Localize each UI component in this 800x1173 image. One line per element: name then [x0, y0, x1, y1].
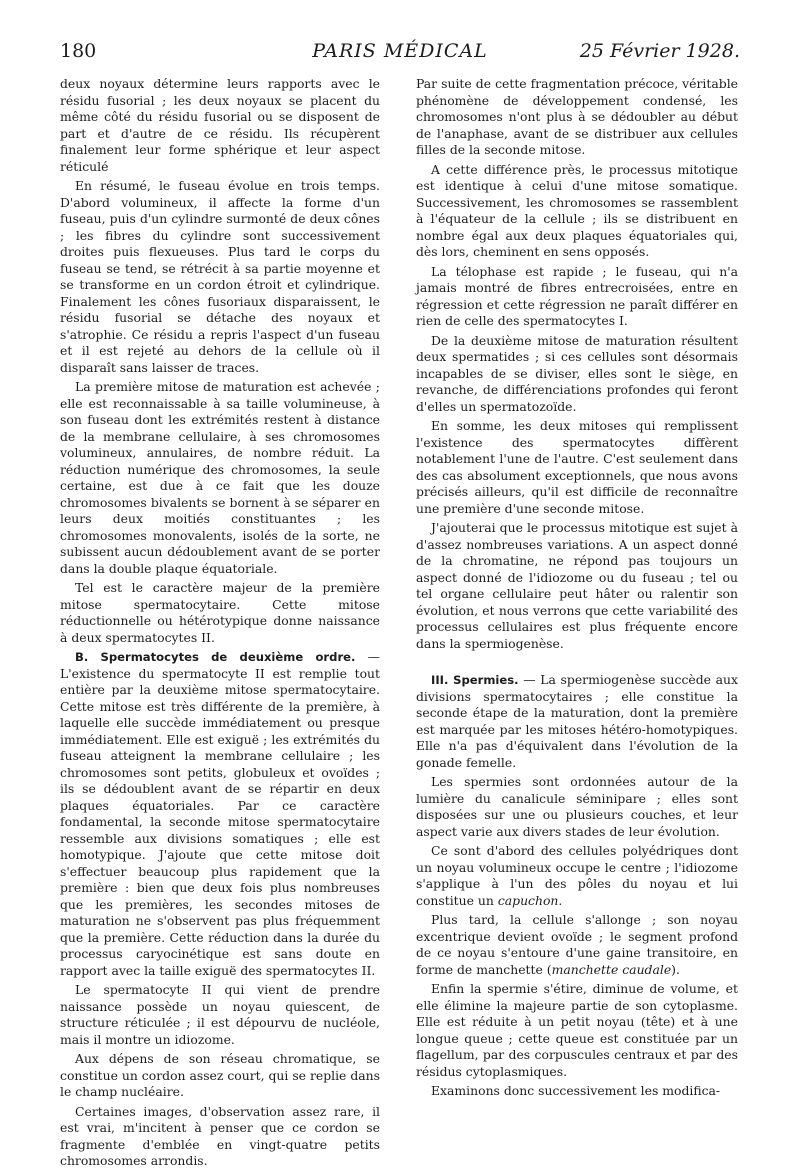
paragraph: En somme, les deux mitoses qui remplissent l'existence des spermatocytes diffèrent notablement l'une de l'autre. C'est seulement dans des cas absolument exceptionnels, que nous avons précisés ailleurs, qu'il est difficile de reconnaître une première d'une seconde mitose.	[416, 418, 738, 516]
left-column	[60, 76, 380, 1173]
paragraph: Certaines images, d'observation assez rare, il est vrai, m'incitent à penser que ce cordon se fragmente d'emblée en vingt-quatre petits chromosomes arrondis.	[60, 1103, 380, 1168]
running-header	[60, 40, 740, 70]
paragraph: A cette différence près, le processus mitotique est identique à celui d'une mitose somatique. Successivement, les chromosomes se rassemblent à l'équateur de la cellule ; ils se distribuent en nombre égal aux deux plaques équatoriales qui, dès lors, cheminent en sens opposés.	[416, 161, 738, 259]
paragraph: En résumé, le fuseau évolue en trois temps. D'abord volumineux, il affecte la forme d'un fuseau, puis d'un cylindre surmonté de deux cônes ; les fibres du cylindre sont successivement droites puis flexueuses. Plus tard le corps du fuseau se tend, se rétrécit à sa partie moyenne et se transforme en un cordon étroit et cylindrique. Finalement les cônes fusoriaux disparaissent, le résidu fusorial se détache des noyaux et s'atrophie. Ce résidu a repris l'aspect d'un fuseau et il est rejeté au dehors de la cellule où il disparaît sans laisser de traces.	[60, 178, 380, 375]
paragraph: Aux dépens de son réseau chromatique, se constitue un cordon assez court, qui se replie dans le champ nucléaire.	[60, 1051, 380, 1099]
paragraph: Par suite de cette fragmentation précoce, véritable phénomène de développement condensé, les chromosomes n'ont plus à se dédoubler au début de l'anaphase, avant de se distribuer aux cellules filles de la seconde mitose.	[416, 76, 738, 157]
paragraph: Examinons donc successivement les modifica-	[431, 1083, 721, 1098]
paragraph: Enfin la spermie s'étire, diminue de volume, et elle élimine la majeure partie de son cytoplasme. Elle est réduite à un petit noyau (tête) et à une longue queue ; cette queue est constituée par un flagellum, par des corpuscules centraux et par des résidus cytoplasmiques.	[416, 981, 738, 1079]
paragraph: La télophase est rapide ; le fuseau, qui n'a jamais montré de fibres entrecroisées, entre en régression et cette régression ne paraît différer en rien de celle des spermatocytes I.	[416, 263, 738, 328]
paragraph: De la deuxième mitose de maturation résultent deux spermatides ; si ces cellules sont désormais incapables de se diviser, elles sont le siège, en revanche, de différenciations profondes qui feront d'elles un spermatozoïde.	[416, 332, 738, 414]
right-column	[416, 76, 738, 1103]
issue-date: 25 Février 1928.	[579, 40, 740, 62]
section-heading: III. Spermies.	[431, 673, 519, 687]
paragraph-text: Plus tard, la cellule s'allonge ; son noyau excentrique devient ovoïde ; le segment profond de ce noyau s'entoure d'une gaine transitoire, en forme de manchette (	[416, 912, 738, 977]
section-paragraph	[416, 672, 738, 771]
italic-term: capuchon.	[497, 892, 563, 908]
section-paragraph	[60, 649, 380, 979]
section-heading: B. Spermatocytes de deuxième ordre.	[75, 650, 356, 664]
paragraph-text: Ce sont d'abord des cellules polyédriques dont un noyau volumineux occupe le centre ; l'idiozome s'applique à l'un des pôles du noyau et lui constitue un	[416, 843, 738, 908]
page-number: 180	[60, 40, 97, 62]
paragraph: deux noyaux détermine leurs rapports avec le résidu fusorial ; les deux noyaux se placent du même côté du résidu fusorial ou se disposent de part et d'autre de ce résidu. Ils récupèrent finalement leur forme sphérique et leur aspect réticulé	[60, 76, 380, 174]
paragraph	[416, 843, 738, 909]
paragraph-text: — L'existence du spermatocyte II est remplie tout entière par la deuxième mitose spermatocytaire. Cette mitose est très différente de la première, à laquelle elle succède immédiatement ou presque immédiatement. Elle est exiguë ; les extrémités du fuseau atteignent la membrane cellulaire ; les chromosomes sont petits, globuleux et ovoïdes ; ils se dédoublent avant de se répartir en deux plaques équatoriales. Par ce caractère fondamental, la seconde mitose spermatocytaire ressemble aux divisions somatiques ; elle est homotypique. J'ajoute que cette mitose doit s'effectuer beaucoup plus rapidement que la première : bien que deux fois plus nombreuses que les premières, les secondes mitoses de maturation ne s'observent pas plus fréquemment que la première. Cette réduction dans la durée du processus caryocinétique est sans doute en rapport avec la taille exiguë des spermatocytes II.	[60, 649, 380, 978]
italic-term: manchette caudale	[551, 961, 672, 977]
paragraph: La première mitose de maturation est achevée ; elle est reconnaissable à sa taille volumineuse, à son fuseau dont les extrémités restent à distance de la membrane cellulaire, à ses chromosomes volumineux, annulaires, de nombre réduit. La réduction numérique des chromosomes, la seule certaine, est due à ce fait que les douze chromosomes bivalents se bornent à se séparer en leurs deux moitiés constituantes ; les chromosomes monovalents, isolés de la sorte, ne subissent aucun dédoublement avant de se porter dans la double plaque équatoriale.	[60, 379, 380, 576]
paragraph: Tel est le caractère majeur de la première mitose spermatocytaire. Cette mitose réductionnelle ou hétérotypique donne naissance à deux spermatocytes II.	[60, 580, 380, 645]
running-title: PARIS MÉDICAL	[312, 40, 488, 62]
paragraph-text: ).	[671, 961, 680, 977]
paragraph	[416, 912, 738, 978]
paragraph: J'ajouterai que le processus mitotique est sujet à d'assez nombreuses variations. A un aspect donné de la chromatine, ne répond pas toujours un aspect donné de l'idiozome ou du fuseau ; tel ou tel organe cellulaire peut hâter ou ralentir son évolution, et nous verrons que cette variabilité des processus cellulaires est plus fréquente encore dans la spermiogenèse.	[416, 520, 738, 651]
paragraph: Les spermies sont ordonnées autour de la lumière du canalicule séminipare ; elles sont disposées sur une ou plusieurs couches, et leur aspect varie aux divers stades de leur évolution.	[416, 774, 738, 839]
paragraph-text: — La spermiogenèse succède aux divisions spermatocytaires ; elle constitue la seconde étape de la maturation, dont la première est marquée par les mitoses hétéro-homotypiques. Elle n'a pas d'équivalent dans l'évolution de la gonade femelle.	[416, 672, 738, 770]
paragraph: Le spermatocyte II qui vient de prendre naissance possède un noyau quiescent, de structure réticulée ; il est dépourvu de nucléole, mais il montre un idiozome.	[60, 982, 380, 1047]
